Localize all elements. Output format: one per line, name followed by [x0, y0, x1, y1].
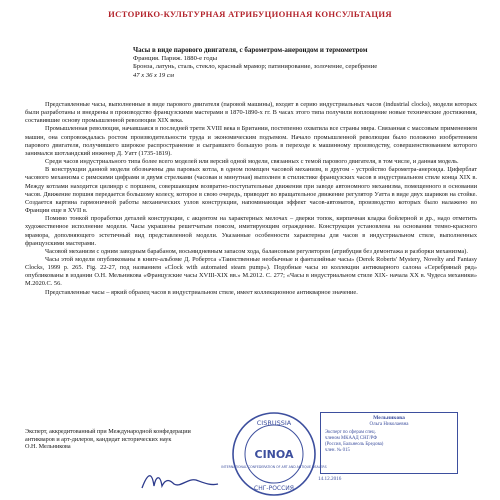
- seal-top-text: CISRUSSIA: [256, 419, 292, 427]
- stamp-date: 14.12.2016: [318, 476, 342, 482]
- expert-signoff: [25, 428, 240, 451]
- object-origin: Франция. Париж. 1880-е годы: [133, 55, 218, 62]
- seal-bottom-text: СНГ-РОССИЯ: [254, 485, 294, 492]
- paragraph: Часы этой модели опубликованы в книге-альбоме Д. Робертса «Таинственные необычные и фантазийные часы» (Derek Roberts' Mystery, Novelty and Fantasy Clocks, 1999 р. 265. Fig. 22-27, под названием «Clock with automated steam pump»). Подобные часы из коллекции антикварного салона «Серебряный ряд» опубликованы в издании О.Н. Мельникова «Французские часы XVIII-XIX вв.» М.2012. С. 277; «Часы в индустриальном стиле XIX- начала XX в. Чудеса механики» М.2020.С. 56.: [25, 255, 477, 288]
- stamp-name: Мельникова: [373, 415, 405, 421]
- paragraph: Помимо тонкой проработки деталей конструкции, с акцентом на характерных мелочах – дверки топок, кирпичная кладка бойлерной и др., надо отметить художественное исполнение модели. Часы украшены решетчатым поясом, имитирующим ограждение. Конструкция установлена на основании темно-красного мрамора, дополняющего эстетичный вид представленной модели. Указанные особенности характерны для часов в индустриальном стиле, выполненных французскими мастерами.: [25, 215, 477, 247]
- stamp-subname: Ольга Николаевна: [369, 421, 409, 427]
- expert-stamp: [320, 412, 458, 474]
- stamp-line: член. № 015: [325, 447, 350, 453]
- signoff-line: антикваров и арт-дилеров, кандидат исторических наук: [25, 435, 172, 443]
- cinoa-seal: [221, 410, 327, 498]
- document-header: ИСТОРИКО-КУЛЬТУРНАЯ АТРИБУЦИОННАЯ КОНСУЛЬТАЦИЯ: [108, 9, 392, 19]
- signoff-name: О.Н. Мельникова: [25, 443, 71, 451]
- stamp-line: (Россия, Бальнеоль Бредова): [325, 441, 384, 447]
- stamp-line: Эксперт по сферам спец.: [325, 430, 376, 436]
- object-dimensions: 47 х 36 х 19 см: [133, 71, 175, 79]
- paragraph: Представленные часы – яркий образец часов в индустриальном стиле, имеет коллекционное антикварное значение.: [45, 288, 358, 296]
- paragraph: Промышленная революция, начавшаяся в последней трети XVIII века в Британии, постепенно охватила все страны мира. Связанная с массовым применением машин, она сопровождалась ростом производительности труда и экономическим подъемом. Начало промышленной революции было положено изобретением парового двигателя, получившего широкое распространение и сыгравшего большую роль в переходе к машинному производству, совершенствованием которого занимался шотландский инженер Д. Уатт (1735-1819).: [25, 125, 477, 157]
- object-info: [133, 46, 453, 80]
- handwritten-signature: [140, 468, 220, 499]
- paragraph: Представленные часы, выполненные в виде парового двигателя (паровой машины), входят в серию индустриальных часов (industrial clocks), модели которых были разработаны и внедрены в производство французскими мастерами в 1870-1890-х гг. В часах этого типа получили воплощение новые технические достижения, составившие основу промышленной революции XIX века.: [25, 101, 477, 125]
- paragraph: Среди часов индустриального типа более всего моделей или версий одной модели, связанных с темой парового двигателя, в том числе, и данная модель.: [45, 158, 459, 166]
- seal-center-text: CINOA: [254, 448, 294, 461]
- signoff-line: Эксперт, аккредитованный при Международной конфедерации: [25, 428, 191, 435]
- stamp-line: членом МКААД СНГ/РФ: [325, 436, 378, 442]
- paragraph: В конструкции данной модели обозначены два паровых котла, в одном помещен часовой механизм, в другом - устройство барометра-анероида. Циферблат часового механизма с римскими цифрами и двумя стрелками (часовая и минутная) выполнен в стилистике французских часов в индустриальном стиле конца XIX в. Между котлами находится цилиндр с поршнем, совершающим возвратно-поступательные движения при заводе автономного механизма, помещенного в основании часов. Движение поршня передается большому колесу, которое в свою очередь, приводит во вращательное движение регулятор Уатта в виде двух шариков на стойке. Создается картина гармоничной работы механических узлов конструкции, напоминающая эффект часов-автоматов, производство которых было налажено во Франции еще в XVII в.: [25, 166, 477, 215]
- object-title: Часы в виде парового двигателя, с барометром-анероидом и термометром: [133, 46, 368, 54]
- seal-ring-text: INTERNATIONAL CONFEDERATION OF ART AND ANTIQUE DEALERS: [221, 465, 327, 469]
- document-body: [25, 101, 477, 297]
- object-materials: Бронза, латунь, сталь, стекло, красный мрамор; патинирование, золочение, серебрение: [133, 63, 378, 71]
- paragraph: Часовой механизм с одним заводным барабаном, восьмидневным запасом хода, балансовым регулятором (атрибуция без демонтажа и разборки механизма).: [45, 247, 468, 255]
